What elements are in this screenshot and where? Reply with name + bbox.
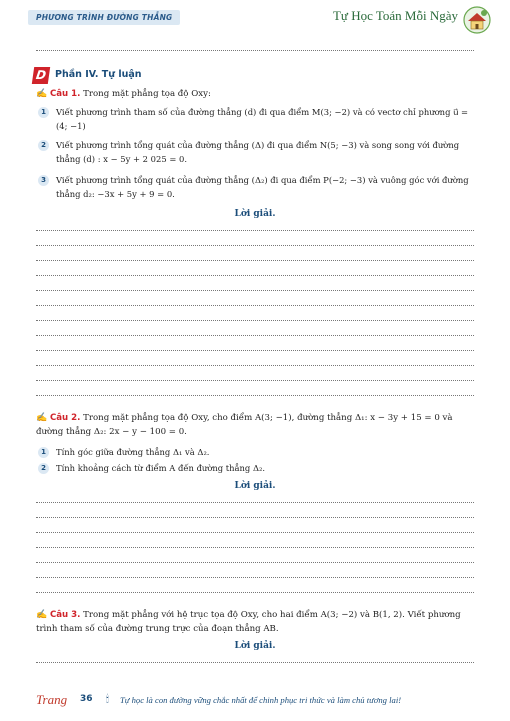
- answer-line: [36, 320, 474, 321]
- item-number: 3: [38, 175, 49, 186]
- page-word: Trang: [36, 692, 68, 707]
- question-2: [36, 412, 476, 439]
- answer-line: [36, 365, 474, 366]
- answer-line: [36, 275, 474, 276]
- question-label: Câu 3.: [49, 610, 81, 620]
- item-number: 1: [38, 447, 49, 458]
- answer-line: [36, 592, 474, 593]
- solution-heading: Lời giải.: [234, 481, 276, 491]
- question-label: Câu 2.: [49, 413, 81, 423]
- list-item: [38, 139, 476, 166]
- answer-line: [36, 532, 474, 533]
- part-title: Phần IV. Tự luận: [55, 69, 142, 80]
- footer-quote: Tự học là con đường vững chắc nhất để chinh phục tri thức và làm chủ tương lai!: [120, 695, 402, 705]
- question-1: [36, 88, 476, 102]
- pen-icon: ✍: [36, 89, 48, 99]
- item-text: Viết phương trình tham số của đường thẳng (d) đi qua điểm M(3; −2) và có vectơ chỉ phương u⃗ = (4; −1): [56, 107, 469, 131]
- item-text: Tính góc giữa đường thẳng Δ₁ và Δ₂.: [56, 447, 210, 457]
- list-item: [38, 106, 476, 133]
- answer-line: [36, 245, 474, 246]
- question-3: [36, 609, 476, 636]
- item-text: Tính khoảng cách từ điểm A đến đường thẳng Δ₂.: [56, 463, 266, 473]
- item-number: 2: [38, 463, 49, 474]
- answer-line: [36, 305, 474, 306]
- page-number: 36: [80, 694, 93, 704]
- list-item: [38, 446, 476, 460]
- answer-line: [36, 547, 474, 548]
- question-intro: Trong mặt phẳng tọa độ Oxy, cho điểm A(3; −1), đường thẳng Δ₁: x − 3y + 15 = 0 và đường thẳng Δ₂: 2x − y − 100 = 0.: [36, 413, 453, 437]
- solution-heading: Lời giải.: [234, 209, 276, 219]
- list-item: [38, 174, 476, 201]
- question-intro: Trong mặt phẳng với hệ trục tọa độ Oxy, cho hai điểm A(3; −2) và B(1, 2). Viết phương trình tham số của đường trung trực của đoạn thẳng AB.: [36, 610, 461, 634]
- answer-line: [36, 335, 474, 336]
- list-item: [38, 462, 476, 476]
- answer-line: [36, 290, 474, 291]
- torch-icon: 🕯: [106, 694, 109, 705]
- answer-line: [36, 517, 474, 518]
- solution-heading: Lời giải.: [234, 641, 276, 651]
- answer-line: [36, 395, 474, 396]
- pen-icon: ✍: [36, 610, 48, 620]
- answer-line: [36, 562, 474, 563]
- brand-title: Tự Học Toán Mỗi Ngày: [332, 8, 458, 23]
- item-text: Viết phương trình tổng quát của đường thẳng (Δ) đi qua điểm N(5; −3) và song song với đường thẳng (d) : x − 5y + 2 025 = 0.: [56, 140, 460, 164]
- item-number: 2: [38, 140, 49, 151]
- chapter-tag: PHƯƠNG TRÌNH ĐƯỜNG THẲNG: [28, 10, 180, 25]
- divider: [36, 50, 474, 51]
- answer-line: [36, 350, 474, 351]
- question-intro: Trong mặt phẳng tọa độ Oxy:: [83, 89, 211, 99]
- answer-line: [36, 260, 474, 261]
- house-logo-icon: [462, 5, 492, 35]
- answer-line: [36, 662, 474, 663]
- item-number: 1: [38, 107, 49, 118]
- question-label: Câu 1.: [49, 89, 81, 99]
- part-letter-badge: D: [32, 67, 50, 84]
- answer-line: [36, 577, 474, 578]
- answer-line: [36, 502, 474, 503]
- item-text: Viết phương trình tổng quát của đường thẳng (Δ₂) đi qua điểm P(−2; −3) và vuông góc với đường thẳng d₂: −3x + 5y + 9 = 0.: [56, 175, 469, 199]
- answer-line: [36, 230, 474, 231]
- page-header: [0, 0, 510, 40]
- page-footer: [0, 690, 510, 714]
- answer-line: [36, 380, 474, 381]
- pen-icon: ✍: [36, 413, 48, 423]
